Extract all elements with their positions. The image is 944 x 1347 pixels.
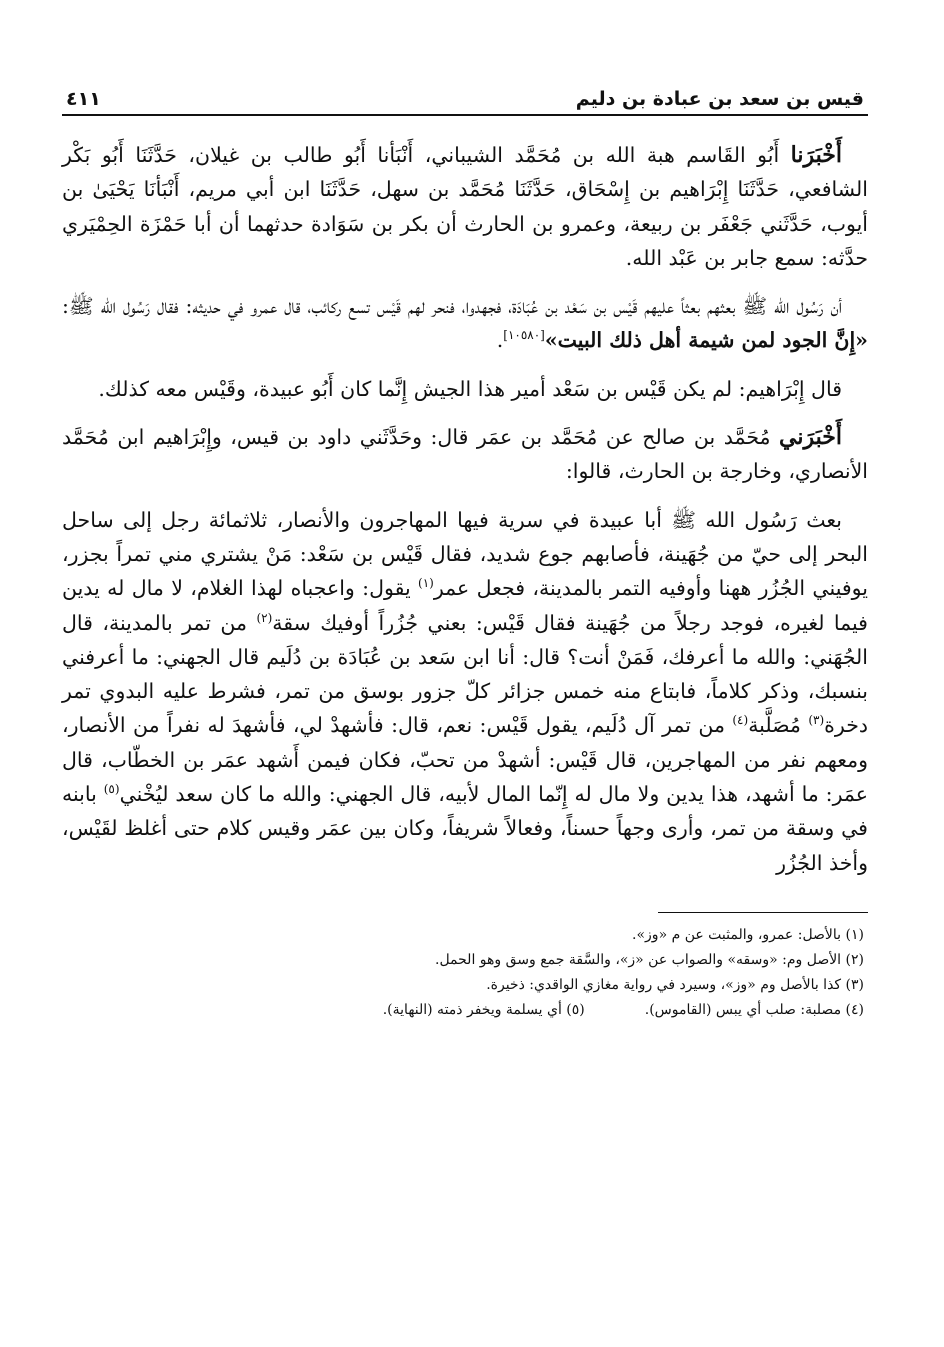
- paragraph-text: من تمر بالمدينة، قال الجُهَني: والله ما أعرفك، فَمَنْ أنت؟ قال: أنا ابن سَعد بن عُبَادَة بن دُلَيم قال الجهني: ما أعرفني بنسبك، وذكر كلاماً، فابتاع منه خمس جزائر كلّ جزور بوسق من تمر، فشرط عليه البدوي تمر دخرة: [62, 610, 868, 738]
- running-title: قيس بن سعد بن عبادة بن دليم: [575, 88, 864, 110]
- footnote-marker-5[interactable]: (٥): [103, 782, 120, 797]
- lead-word: أَخْبَرَني: [779, 424, 842, 451]
- paragraph-text: قال إِبْرَاهيم: لم يكن قَيْس بن سَعْد أمير هذا الجيش إِنَّما كان أَبُو عبيدة، وقَيْس معه كذلك.: [98, 376, 842, 401]
- paragraph-isnad-2: [62, 420, 868, 489]
- page-header: [62, 78, 868, 116]
- hadith-reference: [١٠٥٨٠]: [503, 328, 545, 343]
- footnote-3: (٣) كذا بالأصل وم «وز»، وسيرد في رواية مغازي الواقدي: ذخيرة.: [486, 976, 864, 993]
- footnote-5: (٥) أي يسلمة ويخفر ذمته (النهاية).: [382, 1001, 585, 1018]
- page-number: ٤١١: [66, 88, 101, 110]
- footnote-2: (٢) الأصل وم: «وسقه» والصواب عن «ز»، والسَّقة جمع وسق وهو الحمل.: [435, 951, 864, 968]
- paragraph-end: .: [496, 328, 504, 353]
- paragraph-text: يقول: واعجباه لهذا الغلام، لا مال له يدين فيما لغيره، فوجد رجلاً من جُهَينة فقال قَيْس: بعني جُزُراً أوفيك سقة: [62, 576, 868, 635]
- hadith-quote: «إِنَّ الجود لمن شيمة أهل ذلك البيت»: [544, 328, 868, 353]
- paragraph-text: بعث رَسُول الله ﷺ أبا عبيدة في سرية فيها المهاجرون والأنصار، ثلاثمائة رجل إلى ساحل البحر إلى حيّ من جُهَينة، فأصابهم جوع شديد، فقال قَيْس بن سَعْد: مَنْ يشتري مني تمراً بجزر، يوفيني الجُزُر ههنا وأوفيه التمر بالمدينة، فجعل عمر: [62, 507, 868, 601]
- paragraph-text: من تمر آل دُلَيم، يقول قَيْس: نعم، قال: فأشهدْ لي، فأشهدَ له نفراً من الأنصار، ومعهم نفر من المهاجرين، قال قَيْس: أشهدْ من تحبّ، فكان فيمن أَشهد عمَر بن الخطّاب، قال عمَر: ما أشهد، هذا يدين ولا مال له إِنّما المال لأبيه، قال الجهني: والله ما كان سعد ليُخْني: [62, 713, 868, 807]
- lead-word: أَخْبَرَنا: [790, 142, 842, 168]
- footnotes: [62, 923, 868, 1023]
- paragraph-text: مُصَلَّبة: [748, 713, 809, 738]
- footnote-1: (١) بالأصل: عمرو، والمثبت عن م «وز».: [632, 926, 864, 943]
- main-text: [62, 138, 868, 880]
- footnote-marker-2[interactable]: (٢): [256, 610, 273, 625]
- paragraph-text: أَبُو القَاسم هبة الله بن مُحَمَّد الشيباني، أَنْبَأنا أَبُو طالب بن غيلان، حَدَّثَنَا أَبُو بَكْر الشافعي، حَدَّثَنَا إِبْرَاهيم بن إِسْحَاق، حَدَّثَنَا مُحَمَّد بن سهل، حَدَّثَنَا ابن أبي مريم، أَنْبَأنَا يَحْيَىٰ بن أيوب، حَدَّثَني جَعْفَر بن ربيعة، وعمرو بن الحارث أن بكر بن سَوَادة حدثهما أن أبا حَمْزَة الحِمْيَري حدَّثه: سمع جابر بن عَبْد الله.: [62, 143, 868, 270]
- footnote-divider: [658, 912, 868, 913]
- document-page: [62, 78, 868, 1023]
- paragraph-hadith-1: [62, 289, 868, 358]
- paragraph-text: مُحَمَّد بن صالح عن مُحَمَّد بن عمَر قال: وحَدَّثَني داود بن قيس، وإِبْرَاهيم ابن مُحَمَّد الأنصاري، وخارجة بن الحارث، قالوا:: [62, 425, 868, 484]
- footnote-marker-3[interactable]: (٣): [808, 713, 825, 728]
- footnote-marker-4[interactable]: (٤): [732, 713, 749, 728]
- paragraph-comment: [62, 372, 868, 406]
- footnote-marker-1[interactable]: (١): [418, 576, 434, 591]
- footnote-4: (٤) مصلبة: صلب أي يبس (القاموس).: [644, 1001, 864, 1018]
- paragraph-text: بابنه في وسقة من تمر، وأرى وجهاً حسناً، وفعالاً شريفاً، وكان بين عمَر وقيس كلام حتى أغلظ لقَيْس، وأخذ الجُزُر: [62, 782, 868, 875]
- paragraph-narrative: [62, 503, 868, 880]
- paragraph-text: أن رَسُول الله ﷺ بعثهم بعثاً عليهم قَيْس بن سَعْد بن عُبَادَة، فجهدوا، فنحر لهم قَيْس تسع ركائب، قال عمرو في حديثه: فقال رَسُول الله ﷺ:: [62, 294, 842, 319]
- footnote-row: [62, 998, 864, 1023]
- paragraph-isnad-1: [62, 138, 868, 275]
